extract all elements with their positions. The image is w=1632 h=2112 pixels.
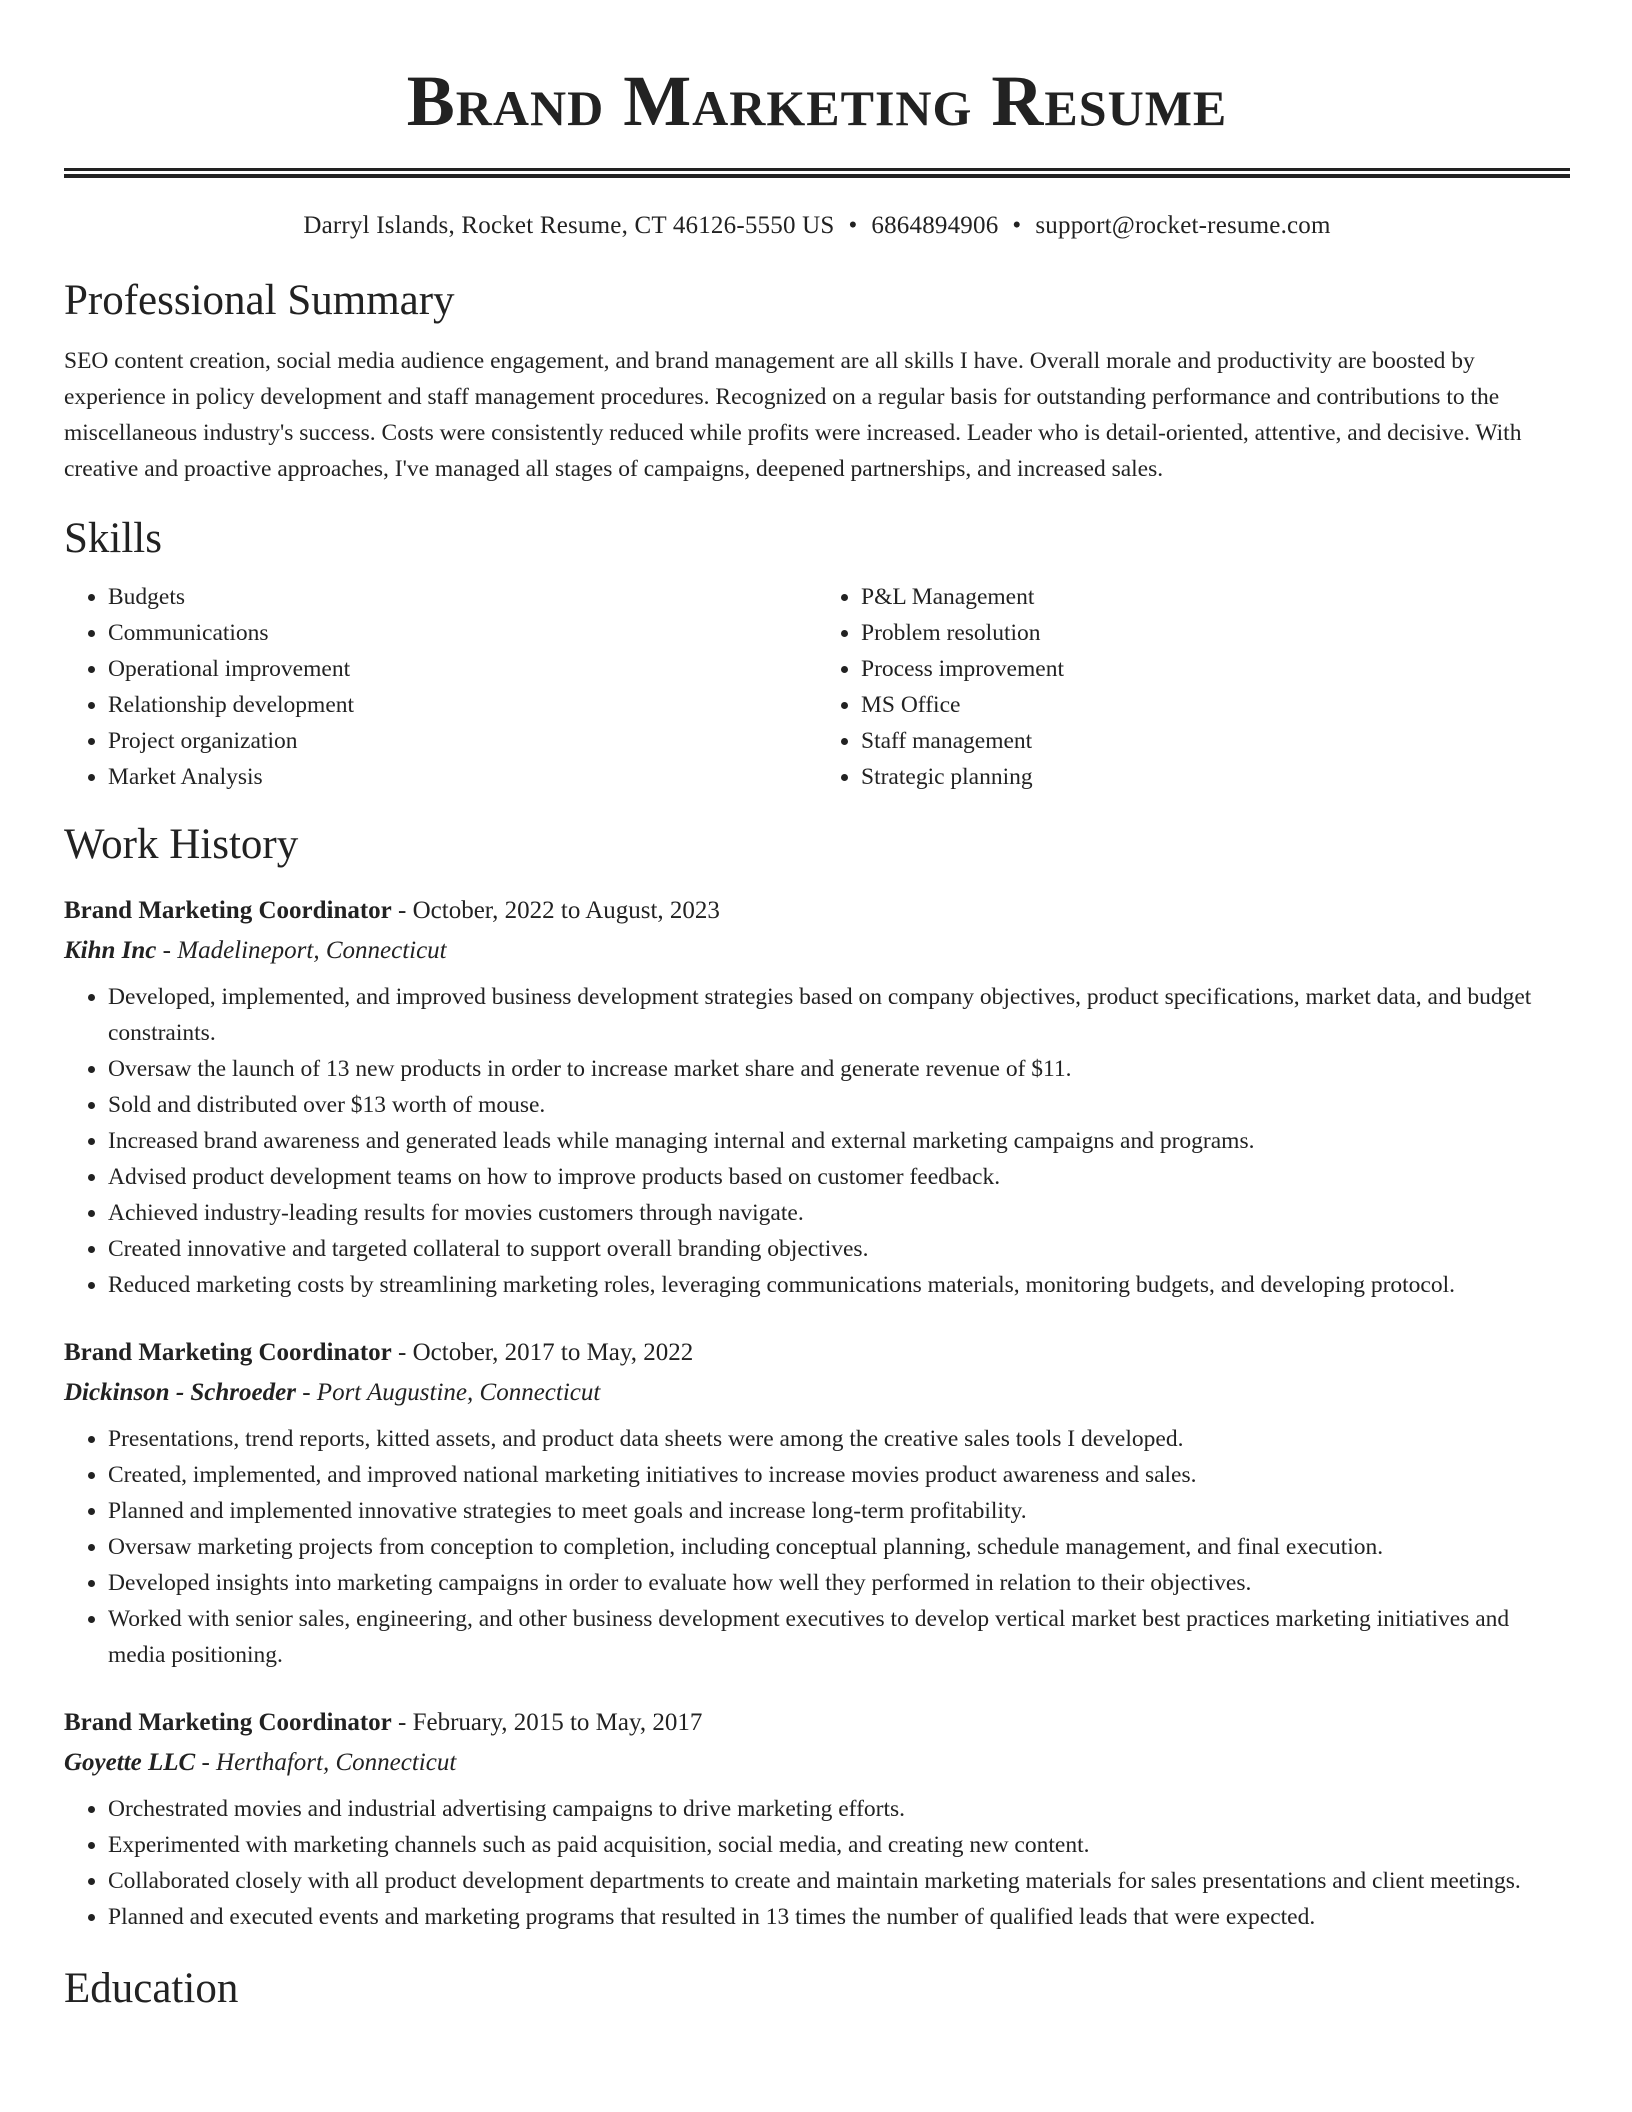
skill-item: • Relationship development — [108, 687, 817, 723]
summary-text: SEO content creation, social media audience engagement, and brand management are all skills I have. Overall morale and productivity are boosted by experience in policy development and staff management procedures. Recognized on a regular basis for outstanding performance and contributions to the miscellaneous industry's success. Costs were consistently reduced while profits were increased. Leader who is detail-oriented, attentive, and decisive. With creative and proactive approaches, I've managed all stages of campaigns, deepened partnerships, and increased sales. — [64, 348, 1522, 482]
job-bullet: • Advised product development teams on how to improve products based on customer feedback. — [108, 1159, 1570, 1195]
job-company-line — [64, 1743, 1570, 1783]
job-bullet: • Reduced marketing costs by streamlining marketing roles, leveraging communications materials, monitoring budgets, and developing protocol. — [108, 1267, 1570, 1303]
job-bullet: • Developed insights into marketing campaigns in order to evaluate how well they performed in relation to their objectives. — [108, 1565, 1570, 1601]
job-bullet: • Developed, implemented, and improved business development strategies based on company objectives, product specifications, market data, and budget constraints. — [108, 979, 1570, 1051]
education-heading: Education — [64, 1965, 239, 2012]
job-entry — [64, 1703, 1570, 1935]
contact-email: support@rocket-resume.com — [1035, 212, 1331, 239]
job-entry — [64, 891, 1570, 1303]
skills-column-left — [64, 579, 817, 795]
job-bullet: • Oversaw the launch of 13 new products in order to increase market share and generate revenue of $11. — [108, 1051, 1570, 1087]
contact-separator: • — [848, 212, 858, 239]
job-location: - Herthafort, Connecticut — [195, 1749, 457, 1776]
skill-item: • Problem resolution — [861, 615, 1570, 651]
job-company: Goyette LLC — [64, 1749, 196, 1776]
job-bullet: • Planned and implemented innovative strategies to meet goals and increase long-term profitability. — [108, 1493, 1570, 1529]
skills-grid — [64, 579, 1570, 795]
job-bullet: • Collaborated closely with all product development departments to create and maintain marketing materials for sales presentations and client meetings. — [108, 1863, 1570, 1899]
job-bullet: • Worked with senior sales, engineering, and other business development executives to develop vertical market best practices marketing initiatives and media positioning. — [108, 1601, 1570, 1673]
skill-item: • P&L Management — [861, 579, 1570, 615]
job-header — [64, 891, 1570, 931]
job-bullet: • Experimented with marketing channels such as paid acquisition, social media, and creating new content. — [108, 1827, 1570, 1863]
job-dates: - October, 2022 to August, 2023 — [391, 897, 720, 924]
skill-item: • Market Analysis — [108, 759, 817, 795]
job-bullet-list — [64, 1791, 1570, 1935]
resume-page — [64, 0, 1570, 2015]
contact-address: Darryl Islands, Rocket Resume, CT 46126-5550 US — [303, 212, 835, 239]
job-company-line — [64, 931, 1570, 971]
job-bullet: • Created innovative and targeted collateral to support overall branding objectives. — [108, 1231, 1570, 1267]
job-dates: - February, 2015 to May, 2017 — [391, 1709, 703, 1736]
job-role: Brand Marketing Coordinator — [64, 1709, 392, 1736]
skill-item: • Staff management — [861, 723, 1570, 759]
skill-item: • Process improvement — [861, 651, 1570, 687]
job-role: Brand Marketing Coordinator — [64, 897, 392, 924]
skill-item: • Operational improvement — [108, 651, 817, 687]
job-bullet: • Created, implemented, and improved national marketing initiatives to increase movies product awareness and sales. — [108, 1457, 1570, 1493]
skills-heading: Skills — [64, 515, 162, 562]
job-role: Brand Marketing Coordinator — [64, 1339, 392, 1366]
job-company: Dickinson - Schroeder — [64, 1379, 296, 1406]
job-bullet-list — [64, 1421, 1570, 1673]
skill-item: • Budgets — [108, 579, 817, 615]
job-header — [64, 1333, 1570, 1373]
job-bullet: • Presentations, trend reports, kitted assets, and product data sheets were among the creative sales tools I developed. — [108, 1421, 1570, 1457]
contact-separator: • — [1012, 212, 1022, 239]
job-bullet: • Sold and distributed over $13 worth of mouse. — [108, 1087, 1570, 1123]
skills-column-right — [817, 579, 1570, 795]
job-company-line — [64, 1373, 1570, 1413]
job-header — [64, 1703, 1570, 1743]
job-bullet-list — [64, 979, 1570, 1303]
job-location: - Port Augustine, Connecticut — [295, 1379, 601, 1406]
job-bullet: • Increased brand awareness and generated leads while managing internal and external marketing campaigns and programs. — [108, 1123, 1570, 1159]
skill-item: • MS Office — [861, 687, 1570, 723]
contact-phone: 6864894906 — [871, 212, 999, 239]
skill-item: • Communications — [108, 615, 817, 651]
job-location: - Madelineport, Connecticut — [156, 937, 447, 964]
skill-item: • Strategic planning — [861, 759, 1570, 795]
job-bullet: • Planned and executed events and marketing programs that resulted in 13 times the number of qualified leads that were expected. — [108, 1899, 1570, 1935]
job-bullet: • Orchestrated movies and industrial advertising campaigns to drive marketing efforts. — [108, 1791, 1570, 1827]
contact-line — [64, 209, 1570, 243]
job-bullet: • Achieved industry-leading results for movies customers through navigate. — [108, 1195, 1570, 1231]
skill-item: • Project organization — [108, 723, 817, 759]
job-company: Kihn Inc — [64, 937, 157, 964]
job-bullet: • Oversaw marketing projects from conception to completion, including conceptual planning, schedule management, and final execution. — [108, 1529, 1570, 1565]
work-history-heading: Work History — [64, 821, 299, 868]
summary-heading: Professional Summary — [64, 277, 455, 324]
job-dates: - October, 2017 to May, 2022 — [391, 1339, 694, 1366]
title-divider — [64, 168, 1570, 178]
job-entry — [64, 1333, 1570, 1673]
resume-title: Brand Marketing Resume — [406, 61, 1228, 141]
